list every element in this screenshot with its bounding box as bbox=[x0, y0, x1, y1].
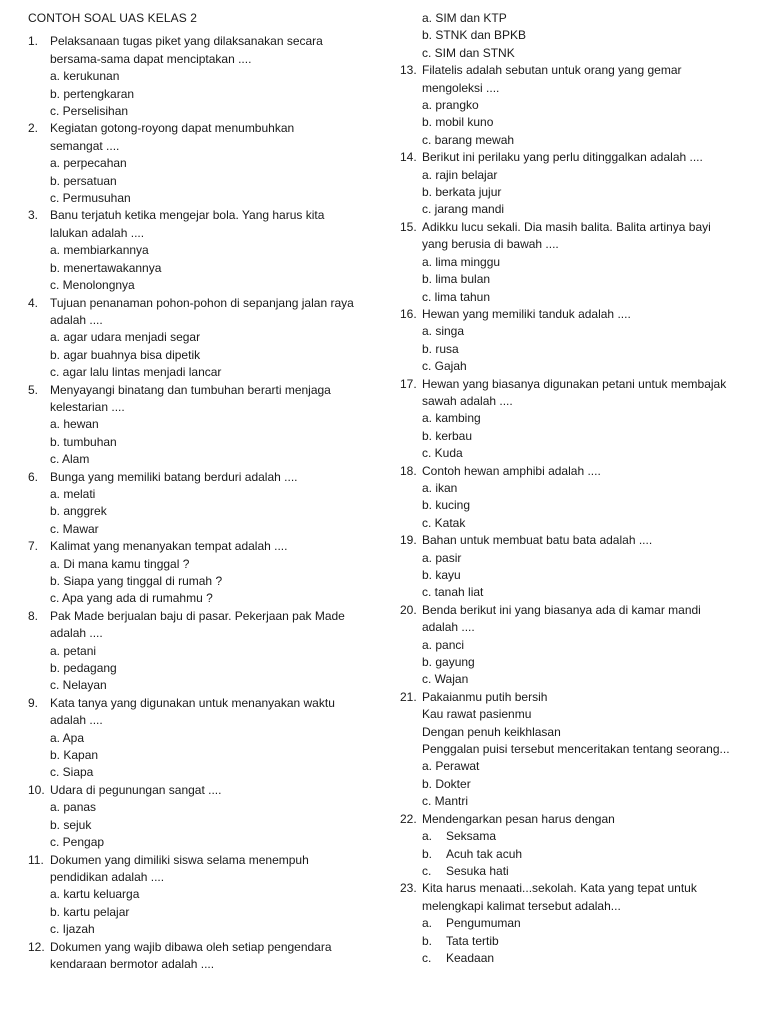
question-text: Bahan untuk membuat batu bata adalah .... bbox=[422, 533, 653, 548]
answer-option: c. Menolongnya bbox=[50, 278, 135, 293]
option-letter: b. bbox=[422, 846, 433, 861]
answer-option: a. ikan bbox=[422, 480, 458, 495]
answer-option: c. Pengap bbox=[50, 835, 105, 850]
question-item bbox=[400, 306, 752, 376]
question-line bbox=[28, 295, 373, 312]
option-text: Sesuka hati bbox=[446, 863, 509, 878]
answer-option: c. SIM dan STNK bbox=[422, 45, 515, 60]
answer-option: b. kayu bbox=[422, 568, 461, 582]
question-number: 3. bbox=[28, 208, 39, 223]
question-text: kendaraan bermotor adalah .... bbox=[50, 956, 215, 971]
answer-option: a. SIM dan KTP bbox=[422, 11, 507, 25]
question-number: 12. bbox=[28, 939, 45, 954]
question-item bbox=[28, 295, 373, 382]
question-item bbox=[400, 463, 752, 533]
question-text: Benda berikut ini yang biasanya ada di kamar mandi bbox=[422, 602, 701, 617]
question-text: Filatelis adalah sebutan untuk orang yang gemar bbox=[422, 63, 682, 78]
question-text: Dokumen yang wajib dibawa oleh setiap pengendara bbox=[50, 939, 332, 954]
answer-option: c. Alam bbox=[50, 452, 90, 467]
question-text: Penggalan puisi tersebut menceritakan tentang seorang... bbox=[422, 742, 730, 757]
answer-option: b. Kapan bbox=[50, 748, 99, 763]
question-line bbox=[400, 689, 752, 706]
question-number: 2. bbox=[28, 121, 39, 136]
question-text: lalukan adalah .... bbox=[50, 225, 145, 240]
answer-option: c. Kuda bbox=[422, 446, 463, 461]
answer-option: b. tumbuhan bbox=[50, 434, 117, 449]
question-text: Banu terjatuh ketika mengejar bola. Yang harus kita bbox=[50, 208, 325, 223]
answer-option: a. panas bbox=[50, 800, 97, 815]
answer-option: b. sejuk bbox=[50, 817, 92, 832]
answer-option bbox=[400, 846, 752, 863]
question-line bbox=[400, 463, 752, 480]
question-line bbox=[28, 538, 373, 555]
question-item bbox=[28, 33, 373, 120]
question-text: Bunga yang memiliki batang berduri adalah .... bbox=[50, 469, 298, 484]
question-item bbox=[400, 602, 752, 689]
question-text: Udara di pegunungan sangat .... bbox=[50, 782, 222, 797]
answer-option: b. pedagang bbox=[50, 661, 117, 676]
right-question-list bbox=[400, 62, 752, 967]
answer-option: c. Mawar bbox=[50, 521, 99, 536]
question-text: sawah adalah .... bbox=[422, 393, 513, 408]
answer-option: c. Gajah bbox=[422, 359, 467, 374]
answer-option: c. Mantri bbox=[422, 794, 469, 809]
answer-option bbox=[400, 828, 752, 845]
question-line bbox=[400, 219, 752, 236]
question-text: Kegiatan gotong-royong dapat menumbuhkan bbox=[50, 121, 295, 136]
question-text: Berikut ini perilaku yang perlu ditinggalkan adalah .... bbox=[422, 150, 703, 165]
question-number: 17. bbox=[400, 376, 417, 391]
answer-option bbox=[400, 915, 752, 932]
question-text: Kalimat yang menanyakan tempat adalah .... bbox=[50, 539, 288, 554]
question-number: 5. bbox=[28, 382, 39, 397]
answer-option: b. persatuan bbox=[50, 173, 117, 188]
question-text: bersama-sama dapat menciptakan .... bbox=[50, 51, 252, 66]
answer-option: a. kartu keluarga bbox=[50, 887, 140, 902]
answer-option: b. STNK dan BPKB bbox=[422, 28, 527, 43]
question-number: 15. bbox=[400, 219, 417, 234]
answer-option: b. Dokter bbox=[422, 776, 471, 791]
question-item bbox=[28, 538, 373, 608]
question-text: semangat .... bbox=[50, 138, 120, 153]
question-item bbox=[28, 608, 373, 695]
question-number: 10. bbox=[28, 782, 45, 797]
answer-option: a. membiarkannya bbox=[50, 243, 149, 258]
question-item bbox=[400, 880, 752, 967]
question-text: adalah .... bbox=[422, 620, 475, 635]
answer-option: b. kucing bbox=[422, 498, 471, 513]
question-number: 9. bbox=[28, 695, 39, 710]
question-text: Dengan penuh keikhlasan bbox=[422, 724, 561, 739]
question-number: 11. bbox=[28, 852, 44, 867]
question-number: 4. bbox=[28, 295, 39, 310]
question-line bbox=[400, 880, 752, 897]
question-line bbox=[400, 306, 752, 323]
answer-option: c. Wajan bbox=[422, 672, 469, 687]
question-number: 8. bbox=[28, 608, 39, 623]
option-text: Acuh tak acuh bbox=[446, 846, 523, 861]
question-text: Pelaksanaan tugas piket yang dilaksanakan secara bbox=[50, 34, 323, 49]
question-item bbox=[28, 469, 373, 539]
question-text: adalah .... bbox=[50, 312, 103, 327]
answer-option: a. perpecahan bbox=[50, 156, 127, 171]
answer-option: b. lima bulan bbox=[422, 272, 491, 287]
question-item bbox=[400, 219, 752, 306]
question-line bbox=[400, 149, 752, 166]
answer-option: c. Nelayan bbox=[50, 678, 107, 693]
answer-option: b. menertawakannya bbox=[50, 260, 162, 275]
question-text: Pakaianmu putih bersih bbox=[422, 689, 548, 704]
question-item bbox=[28, 852, 373, 939]
answer-option: b. berkata jujur bbox=[422, 185, 502, 200]
question-number: 6. bbox=[28, 469, 39, 484]
right-column bbox=[400, 10, 752, 967]
answer-option: c. Ijazah bbox=[50, 922, 95, 937]
question-item bbox=[28, 382, 373, 469]
answer-option: a. hewan bbox=[50, 417, 99, 432]
answer-option: c. agar lalu lintas menjadi lancar bbox=[50, 365, 222, 380]
option-letter: a. bbox=[422, 916, 433, 931]
answer-option: a. melati bbox=[50, 486, 96, 501]
answer-option: b. mobil kuno bbox=[422, 115, 494, 130]
answer-option: a. kerukunan bbox=[50, 69, 120, 84]
question-number: 22. bbox=[400, 811, 417, 826]
question-number: 13. bbox=[400, 63, 417, 78]
question-text: Adikku lucu sekali. Dia masih balita. Balita artinya bayi bbox=[422, 219, 711, 234]
question-item bbox=[400, 149, 752, 219]
question-text: Dokumen yang dimiliki siswa selama menempuh bbox=[50, 852, 309, 867]
question-text: Kau rawat pasienmu bbox=[422, 707, 532, 722]
answer-option: a. Di mana kamu tinggal ? bbox=[50, 556, 190, 571]
answer-option bbox=[400, 863, 752, 880]
answer-option: b. anggrek bbox=[50, 504, 107, 519]
question-line bbox=[28, 469, 373, 486]
question-line bbox=[28, 608, 373, 625]
question-item bbox=[400, 689, 752, 811]
question-item bbox=[28, 120, 373, 207]
answer-option: b. kerbau bbox=[422, 428, 473, 443]
question-item bbox=[400, 62, 752, 149]
answer-option: a. petani bbox=[50, 643, 97, 658]
question-line bbox=[28, 939, 373, 956]
question-text: Menyayangi binatang dan tumbuhan berarti menjaga bbox=[50, 382, 331, 397]
question-number: 18. bbox=[400, 463, 417, 478]
answer-option: a. Apa bbox=[50, 730, 85, 745]
question-text: Mendengarkan pesan harus dengan bbox=[422, 811, 615, 826]
option-text: Seksama bbox=[446, 829, 497, 844]
answer-option: b. gayung bbox=[422, 655, 475, 670]
left-question-list bbox=[28, 33, 373, 973]
answer-option: a. agar udara menjadi segar bbox=[50, 330, 201, 345]
option-letter: c. bbox=[422, 863, 432, 878]
answer-option: b. Siapa yang tinggal di rumah ? bbox=[50, 574, 223, 588]
answer-option: c. Perselisihan bbox=[50, 104, 129, 119]
answer-option: a. kambing bbox=[422, 411, 481, 426]
question-number: 16. bbox=[400, 306, 417, 321]
question-number: 1. bbox=[28, 34, 39, 49]
question-line bbox=[28, 120, 373, 137]
question-number: 19. bbox=[400, 533, 417, 548]
question-item bbox=[28, 695, 373, 782]
question-text: Hewan yang memiliki tanduk adalah .... bbox=[422, 306, 631, 321]
question-text: adalah .... bbox=[50, 626, 103, 641]
question-text: yang berusia di bawah .... bbox=[422, 237, 559, 252]
question-line bbox=[400, 602, 752, 619]
question-text: pendidikan adalah .... bbox=[50, 869, 165, 884]
answer-option: c. tanah liat bbox=[422, 585, 484, 600]
question-line bbox=[28, 207, 373, 224]
question-item bbox=[28, 782, 373, 852]
answer-option: b. pertengkaran bbox=[50, 86, 135, 101]
answer-option: c. Permusuhan bbox=[50, 191, 131, 206]
option-letter: a. bbox=[422, 829, 433, 844]
question-number: 14. bbox=[400, 150, 417, 165]
continued-options bbox=[400, 10, 752, 62]
left-column bbox=[28, 10, 373, 973]
answer-option: c. lima tahun bbox=[422, 289, 491, 304]
question-line bbox=[28, 852, 373, 869]
question-item bbox=[400, 376, 752, 463]
question-text: Kita harus menaati...sekolah. Kata yang tepat untuk bbox=[422, 881, 697, 896]
question-item bbox=[400, 532, 752, 602]
question-text: Contoh hewan amphibi adalah .... bbox=[422, 463, 601, 478]
question-item bbox=[28, 207, 373, 294]
question-text: adalah .... bbox=[50, 713, 103, 728]
question-item bbox=[28, 939, 373, 974]
answer-option: c. Siapa bbox=[50, 765, 94, 780]
question-number: 21. bbox=[400, 689, 417, 704]
answer-option: c. barang mewah bbox=[422, 132, 515, 147]
question-text: Kata tanya yang digunakan untuk menanyakan waktu bbox=[50, 695, 335, 710]
question-line bbox=[28, 695, 373, 712]
question-line bbox=[400, 532, 752, 549]
question-line bbox=[400, 376, 752, 393]
question-text: Tujuan penanaman pohon-pohon di sepanjang jalan raya bbox=[50, 295, 354, 310]
question-text: Pak Made berjualan baju di pasar. Pekerjaan pak Made bbox=[50, 608, 345, 623]
option-text: Keadaan bbox=[446, 950, 495, 965]
answer-option: a. lima minggu bbox=[422, 254, 501, 269]
question-text: melengkapi kalimat tersebut adalah... bbox=[422, 898, 621, 913]
question-text: kelestarian .... bbox=[50, 399, 125, 414]
question-number: 7. bbox=[28, 539, 39, 554]
question-text: Hewan yang biasanya digunakan petani untuk membajak bbox=[422, 376, 727, 391]
option-letter: c. bbox=[422, 950, 432, 965]
question-line bbox=[28, 782, 373, 799]
answer-option: a. rajin belajar bbox=[422, 167, 498, 182]
question-text: mengoleksi .... bbox=[422, 80, 500, 95]
answer-option: a. prangko bbox=[422, 98, 479, 113]
question-number: 23. bbox=[400, 881, 417, 896]
answer-option: a. singa bbox=[422, 324, 465, 339]
answer-option: c. Apa yang ada di rumahmu ? bbox=[50, 591, 213, 606]
answer-option: c. jarang mandi bbox=[422, 202, 505, 217]
option-text: Pengumuman bbox=[446, 916, 521, 931]
option-text: Tata tertib bbox=[446, 933, 499, 948]
option-letter: b. bbox=[422, 933, 433, 948]
question-number: 20. bbox=[400, 602, 417, 617]
question-line bbox=[400, 811, 752, 828]
answer-option bbox=[400, 933, 752, 950]
answer-option: c. Katak bbox=[422, 515, 466, 530]
answer-option: a. pasir bbox=[422, 550, 462, 565]
answer-option: b. agar buahnya bisa dipetik bbox=[50, 347, 201, 362]
answer-option: a. panci bbox=[422, 637, 465, 652]
question-line bbox=[28, 33, 373, 50]
answer-option bbox=[400, 950, 752, 967]
question-item bbox=[400, 811, 752, 881]
document-title: CONTOH SOAL UAS KELAS 2 bbox=[28, 11, 198, 25]
question-line bbox=[28, 382, 373, 399]
answer-option: b. rusa bbox=[422, 341, 459, 356]
question-line bbox=[400, 62, 752, 79]
answer-option: b. kartu pelajar bbox=[50, 904, 130, 919]
answer-option: a. Perawat bbox=[422, 759, 480, 774]
